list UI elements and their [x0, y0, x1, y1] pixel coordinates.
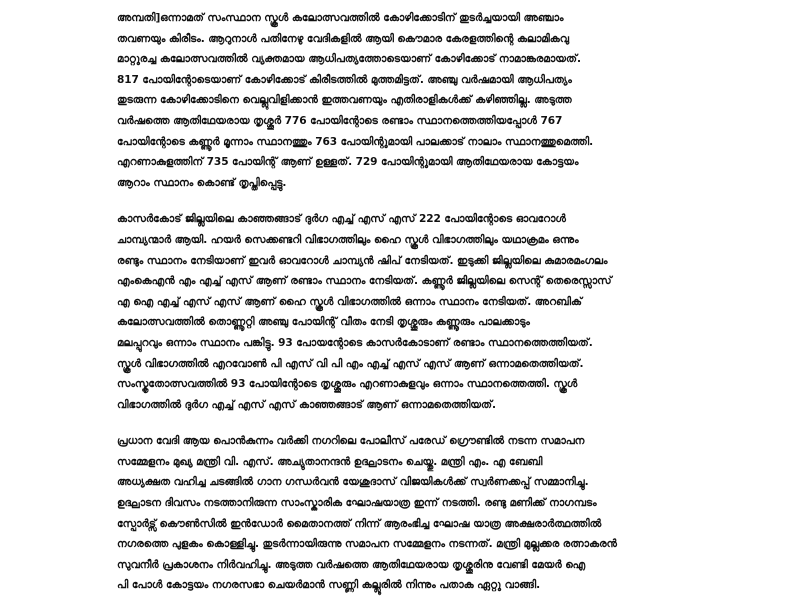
- paragraph-1: [117, 8, 677, 193]
- text-line: നഗരത്തെ പുളകം കൊള്ളിച്ചു. തുടര്‍ന്നായിരുന്നു സമാപന സമ്മേളനം നടന്നത്. മന്ത്രി മുല്ലക്കര രത്നാകരന്‍: [117, 538, 617, 551]
- text-line: രണ്ടും സ്ഥാനം നേടിയാണ് ഇവര്‍ ഓവറോള്‍ ചാമ്പ്യന്‍ ഷിപ് നേടിയത്. ഇടുക്കി ജില്ലയിലെ കുമാരമംഗലം: [117, 254, 608, 267]
- text-line: ചാമ്പ്യന്മാര്‍ ആയി. ഹയര്‍ സെക്കണ്ടറി വിഭാഗത്തിലും ഹൈ സ്കൂള്‍ വിഭാഗത്തിലും യഥാക്രമം ഒന്നും: [117, 233, 579, 246]
- text-line: സുവനീര്‍ പ്രകാശനം നിര്‍വഹിച്ചു. അടുത്ത വര്‍ഷത്തെ ആതിഥേയരായ തൃശ്ശൂരിനു വേണ്ടി മേയര്‍ ഐ: [117, 558, 586, 571]
- text-line: പ്രധാന വേദി ആയ പൊന്‍കുന്നം വര്‍ക്കി നഗറിലെ പോലീസ് പരേഡ് ഗ്രൌണ്ടില്‍ നടന്ന സമാപന: [117, 435, 585, 448]
- text-line: തവണയും കിരീടം. ആറുനാള്‍ പതിനേഴു വേദികളില്‍ ആയി കൌമാര കേരളത്തിന്റെ കലാമികവു: [117, 32, 569, 45]
- text-line: കാസര്‍കോട് ജില്ലയിലെ കാഞ്ഞങ്ങാട് ദുര്‍ഗ എച്ച് എസ് എസ് 222 പോയിന്റോടെ ഓവറോള്‍: [117, 213, 566, 226]
- text-line: ആറാം സ്ഥാനം കൊണ്ട് തൃപ്തിപ്പെട്ടു.: [117, 176, 287, 189]
- text-line: സമ്മേളനം മുഖ്യ മന്ത്രി വി. എസ്. അച്യുതാനന്ദന്‍ ഉദ്ഘാടനം ചെയ്തു. മന്ത്രി എം. എ ബേബി: [117, 455, 543, 468]
- text-line: പോയിന്റോടെ കണ്ണൂര്‍ മൂന്നാം സ്ഥാനത്തും 763 പോയിന്റുമായി പാലക്കാട് നാലാം സ്ഥാനത്തുമെത്തി.: [117, 135, 594, 148]
- paragraph-2: [117, 209, 677, 415]
- text-line: എംകെഎന്‍ എം എച്ച് എസ് ആണ് രണ്ടാം സ്ഥാനം നേടിയത്. കണ്ണൂര്‍ ജില്ലയിലെ സെന്റ് തെരെസ്സാസ്: [117, 275, 612, 288]
- text-line: എറണാകുളത്തിന് 735 പോയിന്റ് ആണ് ഉള്ളത്. 729 പോയിന്റുമായി ആതിഥേയരായ കോട്ടയം: [117, 156, 579, 169]
- text-line: വര്‍ഷത്തെ ആതിഥേയരായ തൃശ്ശൂര്‍ 776 പോയിന്റോടെ രണ്ടാം സ്ഥാനത്തെത്തിയപ്പോള്‍ 767: [117, 114, 563, 127]
- text-line: അമ്പതി]ഒന്നാമത് സംസ്ഥാന സ്കൂള്‍ കലോത്സവത്തില്‍ കോഴിക്കോടിന് തുടര്‍ച്ചയായി അഞ്ചാം: [117, 12, 564, 24]
- document-body: [117, 8, 677, 596]
- text-line: വിഭാഗത്തില്‍ ദുര്‍ഗ എച്ച് എസ് എസ് കാഞ്ഞങ്ങാട് ആണ് ഒന്നാമതെത്തിയത്.: [117, 398, 496, 411]
- text-line: പി പോള്‍ കോട്ടയം നഗരസഭാ ചെയര്‍മാന്‍ സണ്ണി കല്ലൂരില്‍ നിന്നും പതാക ഏറ്റു വാങ്ങി.: [117, 579, 541, 592]
- text-line: മലപ്പുറവും ഒന്നാം സ്ഥാനം പങ്കിട്ടു. 93 പോയന്റോടെ കാസര്‍കോടാണ് രണ്ടാം സ്ഥാനത്തെത്തിയത്.: [117, 336, 593, 349]
- text-line: അധ്യക്ഷത വഹിച്ച ചടങ്ങില്‍ ഗാന ഗന്ധര്‍വന്‍ യേശുദാസ് വിജയികള്‍ക്ക് സ്വര്‍ണക്കപ്പ് സമ്മാനിച്ചു.: [117, 476, 589, 489]
- text-line: സ്കൂള്‍ വിഭാഗത്തില്‍ എറവോണ്‍ പി എസ് വി പി എം എച്ച് എസ് എസ് ആണ് ഒന്നാമതെത്തിയത്.: [117, 357, 584, 370]
- text-line: കലോത്സവത്തില്‍ തൊണ്ണൂറ്റി അഞ്ചു പോയിന്റ് വീതം നേടി തൃശ്ശൂരും കണ്ണൂരും പാലക്കാടും: [117, 316, 530, 329]
- text-line: മാറ്റുരച്ച കലോത്സവത്തില്‍ വ്യക്തമായ ആധിപത്യത്തോടെയാണ് കോഴിക്കോട് നാമാങ്കരമായത്.: [117, 53, 581, 66]
- text-line: തുടരുന്ന കോഴിക്കോടിനെ വെല്ലുവിളിക്കാന്‍ ഇത്തവണയും എതിരാളികള്‍ക്ക് കഴിഞ്ഞില്ല. അടുത്ത: [117, 94, 572, 107]
- text-line: എ ഐ എച്ച് എസ് എസ് ആണ് ഹൈ സ്കൂള്‍ വിഭാഗത്തില്‍ ഒന്നാം സ്ഥാനം നേടിയത്. അറബിക്: [117, 295, 582, 308]
- text-line: സ്പോര്‍ട്സ് കൌണ്‍സില്‍ ഇന്‍ഡോര്‍ മൈതാനത്ത് നിന്ന് ആരംഭിച്ച ഘോഷ യാത്ര അക്ഷരാര്‍ത്ഥത്തില്‍: [117, 517, 602, 530]
- text-line: ഉദ്ഘാടന ദിവസം നടത്താനിരുന്ന സാംസ്കാരിക ഘോഷയാത്ര ഇന്ന് നടത്തി. രണ്ടു മണിക്ക് നാഗമ്പടം: [117, 497, 597, 510]
- paragraph-3: [117, 431, 677, 596]
- text-line: 817 പോയിന്റോടെയാണ് കോഴിക്കോട് കിരീടത്തില്‍ മുത്തമിട്ടത്. അഞ്ചു വര്‍ഷമായി ആധിപത്യം: [117, 73, 572, 86]
- text-line: സംസ്കൃതോത്സവത്തില്‍ 93 പോയിന്റോടെ തൃശ്ശൂരും എറണാകുളവും ഒന്നാം സ്ഥാനത്തെത്തി. സ്കൂള്‍: [117, 378, 578, 391]
